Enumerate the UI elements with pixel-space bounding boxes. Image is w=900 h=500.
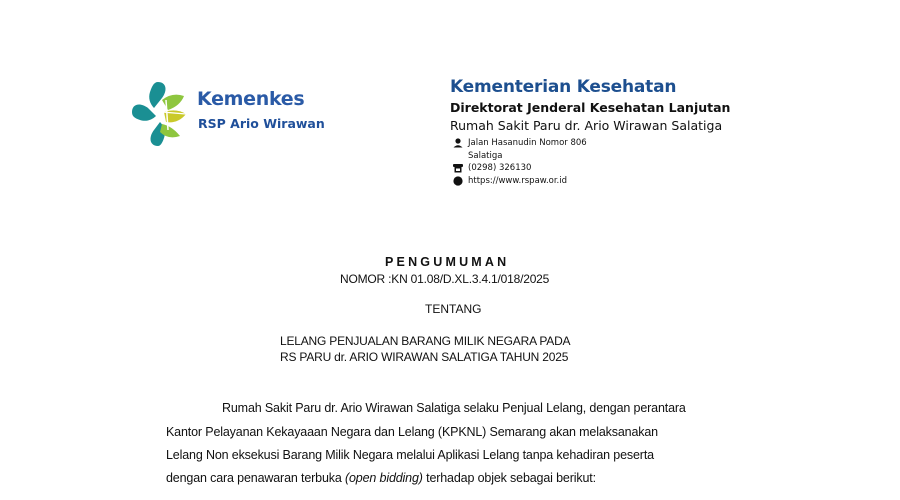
announcement-title: PENGUMUMAN [385, 255, 510, 269]
address-line-1-text: Jalan Hasanudin Nomor 806 [468, 138, 587, 148]
body-line-4-end: terhadap objek sebagai berikut: [422, 471, 596, 485]
subject-line-1: LELANG PENJUALAN BARANG MILIK NEGARA PADA [280, 334, 571, 348]
phone-icon [452, 163, 464, 173]
address-line-1 [452, 138, 587, 148]
address-line-2-text: Salatiga [468, 151, 503, 161]
kemenkes-logo [128, 78, 192, 150]
brand-subtitle: RSP Ario Wirawan [198, 116, 325, 131]
globe-icon [452, 176, 464, 186]
ministry-name: Kementerian Kesehatan [450, 77, 677, 97]
directorate-name: Direktorat Jenderal Kesehatan Lanjutan [450, 100, 731, 115]
about-label: TENTANG [425, 302, 482, 316]
address-line-2 [468, 151, 502, 161]
brand-name: Kemenkes [197, 88, 305, 110]
body-line-4-italic: (open bidding) [344, 471, 423, 485]
body-line-1: Rumah Sakit Paru dr. Ario Wirawan Salatiga selaku Penjual Lelang, dengan perantara [222, 401, 686, 415]
website-line [452, 176, 567, 186]
website-text: https://www.rspaw.or.id [468, 176, 568, 186]
announcement-number: NOMOR :KN 01.08/D.XL.3.4.1/018/2025 [340, 272, 550, 286]
location-icon [452, 138, 464, 148]
body-line-3: Lelang Non eksekusi Barang Milik Negara melalui Aplikasi Lelang tanpa kehadiran peserta [166, 448, 654, 462]
hospital-name: Rumah Sakit Paru dr. Ario Wirawan Salatiga [450, 118, 723, 133]
phone-text: (0298) 326130 [468, 163, 532, 173]
body-line-4 [166, 471, 726, 485]
subject-line-2: RS PARU dr. ARIO WIRAWAN SALATIGA TAHUN 2025 [280, 350, 569, 364]
phone-line [452, 163, 531, 173]
body-line-2: Kantor Pelayanan Kekayaaan Negara dan Lelang (KPKNL) Semarang akan melaksanakan [166, 425, 658, 439]
body-line-4-start: dengan cara penawaran terbuka [166, 471, 345, 485]
